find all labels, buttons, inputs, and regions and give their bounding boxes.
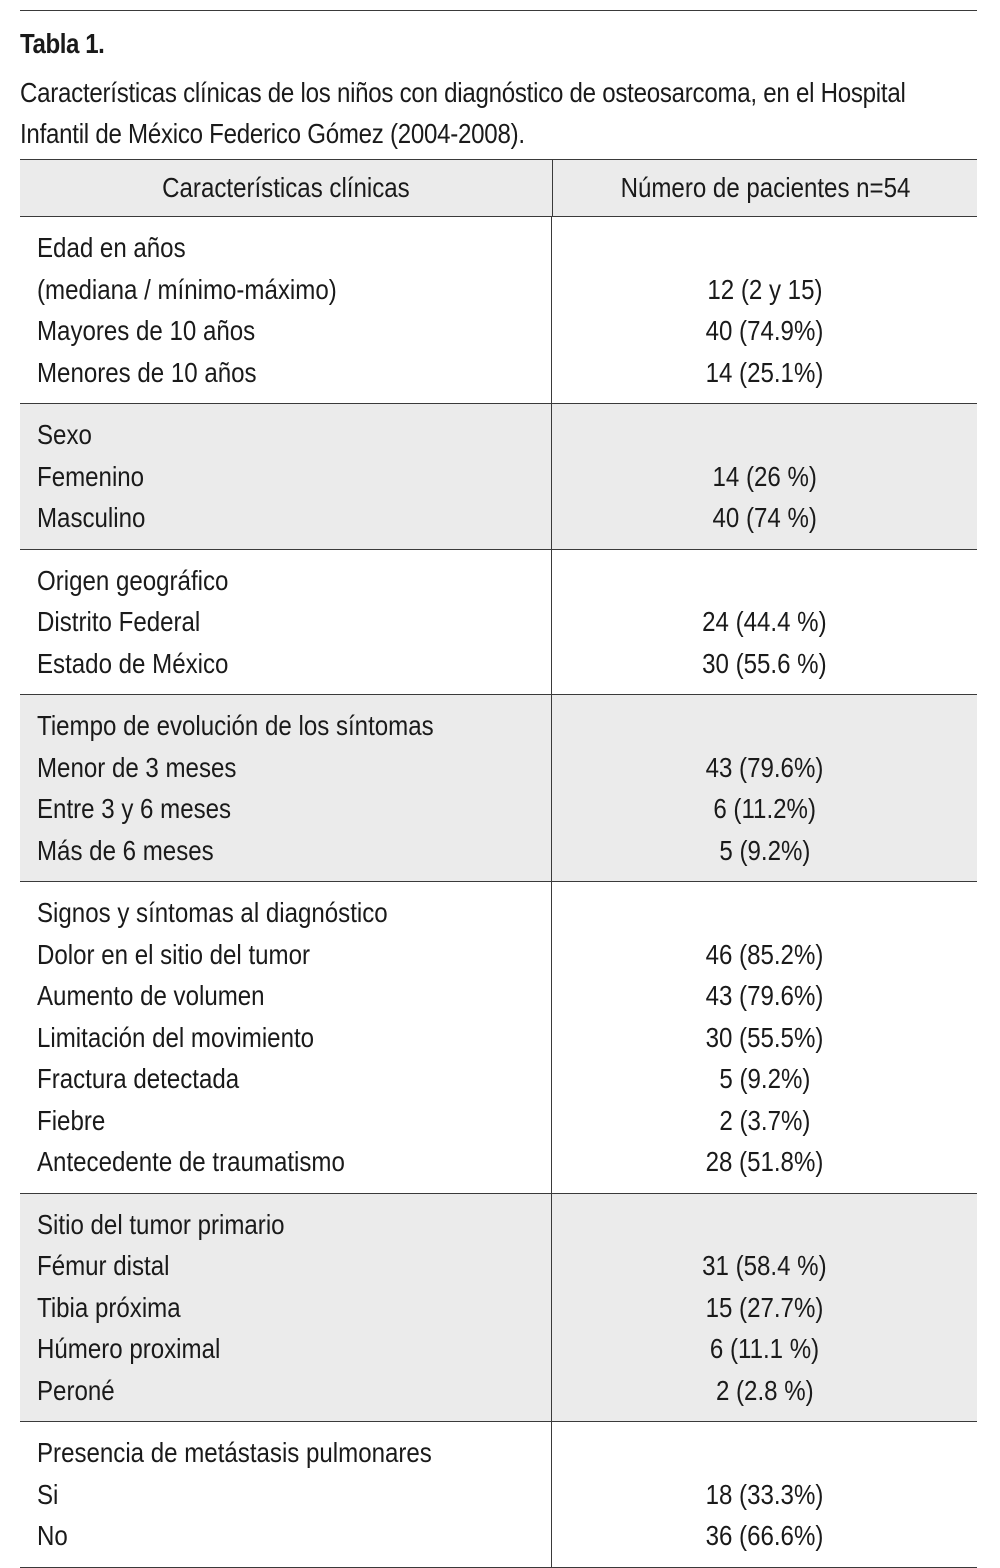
row-value: 43 (79.6%)	[705, 980, 824, 1011]
row-label: Limitación del movimiento	[37, 1021, 315, 1053]
group-title: Signos y síntomas al diagnóstico	[37, 897, 388, 928]
group-title: Presencia de metástasis pulmonares	[37, 1437, 432, 1468]
row-value: 46 (85.2%)	[705, 938, 824, 970]
row-label: Antecedente de traumatismo	[37, 1146, 345, 1177]
group-values-cell	[552, 404, 977, 549]
row-value: 14 (25.1%)	[705, 356, 824, 388]
clinical-characteristics-table	[20, 159, 977, 1568]
table-group-edad-en-anos	[20, 217, 977, 404]
row-value: 5 (9.2%)	[718, 1063, 810, 1094]
row-value: 5 (9.2%)	[718, 834, 810, 866]
row-value: 12 (2 y 15)	[706, 273, 823, 305]
group-title: Origen geográfico	[37, 564, 229, 596]
row-value: 40 (74 %)	[712, 502, 817, 533]
group-title-spacer	[552, 892, 977, 934]
group-values-cell	[552, 1194, 977, 1422]
row-label: Aumento de volumen	[37, 980, 265, 1011]
group-title-spacer	[552, 1204, 977, 1246]
row-label: Más de 6 meses	[37, 834, 214, 866]
caption-line: Características clínicas de los niños con diagnóstico de osteosarcoma, en el Hospital	[20, 77, 906, 108]
row-label: Menores de 10 años	[37, 356, 257, 388]
row-label: Tibia próxima	[37, 1291, 181, 1323]
group-values-cell	[552, 695, 977, 881]
table-group-signos-y-sintomas-al-diagnostico	[20, 882, 977, 1194]
row-label: Fiebre	[37, 1104, 106, 1136]
group-labels-cell	[20, 1422, 552, 1567]
group-values-cell	[552, 217, 977, 403]
row-label: Entre 3 y 6 meses	[37, 793, 232, 824]
row-value: 24 (44.4 %)	[702, 606, 827, 637]
group-title-spacer	[552, 560, 977, 602]
row-label: Estado de México	[37, 647, 229, 679]
row-label: Si	[37, 1478, 59, 1510]
row-value: 36 (66.6%)	[705, 1520, 824, 1551]
table-group-tiempo-de-evolucion-de-los-sintomas	[20, 695, 977, 882]
group-values-cell	[552, 550, 977, 695]
row-label: Femenino	[37, 460, 145, 492]
group-title-spacer	[552, 227, 977, 269]
table-body	[20, 217, 977, 1567]
row-value: 6 (11.2%)	[713, 793, 816, 824]
group-labels-cell	[20, 404, 552, 549]
column-header-patients: Número de pacientes n=54	[620, 172, 910, 203]
row-label: Mayores de 10 años	[37, 315, 256, 346]
group-labels-cell	[20, 1194, 552, 1422]
row-value: 30 (55.6 %)	[702, 647, 827, 679]
row-value: 14 (26 %)	[712, 460, 817, 492]
row-value: 40 (74.9%)	[705, 315, 824, 346]
row-value: 6 (11.1 %)	[709, 1333, 820, 1364]
group-title-spacer	[552, 705, 977, 747]
row-label: Peroné	[37, 1374, 115, 1406]
group-labels-cell	[20, 217, 552, 403]
group-title: Sitio del tumor primario	[37, 1208, 285, 1240]
table-group-presencia-de-metastasis-pulmonares	[20, 1422, 977, 1567]
group-title: Sexo	[37, 419, 92, 450]
row-value: 18 (33.3%)	[705, 1478, 824, 1510]
table-group-sitio-del-tumor-primario	[20, 1194, 977, 1423]
row-label: Fractura detectada	[37, 1063, 240, 1094]
row-label: Masculino	[37, 502, 146, 533]
column-header-characteristics: Características clínicas	[20, 160, 553, 216]
group-title: Tiempo de evolución de los síntomas	[37, 710, 434, 741]
caption-line: Infantil de México Federico Gómez (2004-2008).	[20, 118, 525, 149]
top-rule	[20, 10, 977, 11]
row-value: 30 (55.5%)	[705, 1021, 824, 1053]
group-labels-cell	[20, 695, 552, 881]
row-label: Húmero proximal	[37, 1333, 221, 1364]
row-label: Dolor en el sitio del tumor	[37, 938, 311, 970]
row-value: 15 (27.7%)	[705, 1291, 824, 1323]
group-labels-cell	[20, 550, 552, 695]
row-value: 2 (2.8 %)	[715, 1374, 814, 1406]
group-title-spacer	[552, 414, 977, 456]
row-value: 28 (51.8%)	[705, 1146, 824, 1177]
table-group-sexo	[20, 404, 977, 550]
row-value: 2 (3.7%)	[718, 1104, 810, 1136]
group-title: Edad en años	[37, 232, 186, 263]
row-label: (mediana / mínimo-máximo)	[37, 273, 337, 305]
row-label: Distrito Federal	[37, 606, 201, 637]
table-label: Tabla 1.	[20, 28, 105, 59]
table-group-origen-geografico	[20, 550, 977, 696]
group-values-cell	[552, 882, 977, 1193]
row-label: Menor de 3 meses	[37, 751, 237, 783]
row-value: 31 (58.4 %)	[702, 1250, 827, 1281]
row-label: No	[37, 1520, 68, 1551]
group-values-cell	[552, 1422, 977, 1567]
group-title-spacer	[552, 1432, 977, 1474]
table-header-row	[20, 160, 977, 217]
row-value: 43 (79.6%)	[705, 751, 824, 783]
row-label: Fémur distal	[37, 1250, 170, 1281]
table-caption	[20, 72, 975, 154]
group-labels-cell	[20, 882, 552, 1193]
